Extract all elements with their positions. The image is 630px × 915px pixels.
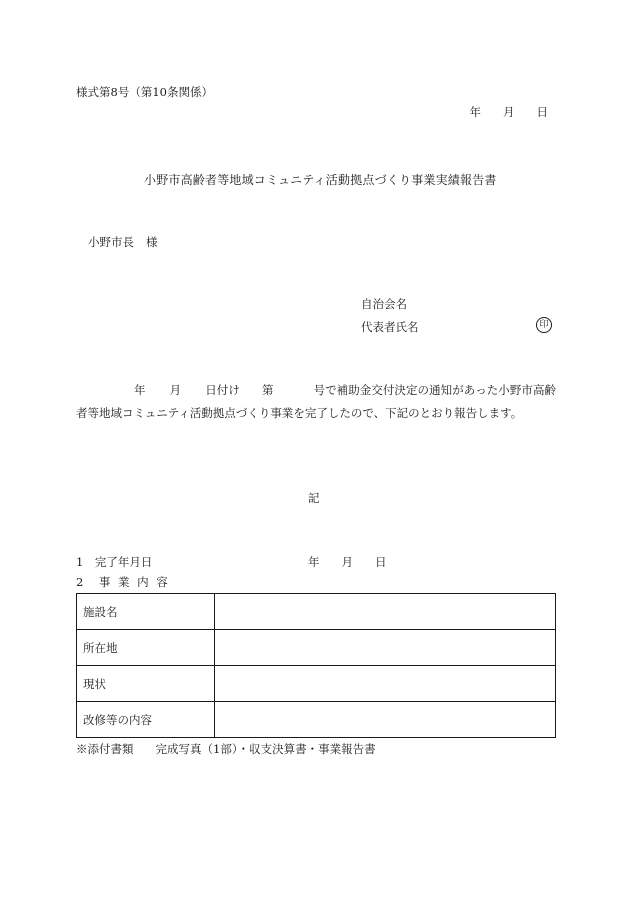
addressee-honorific: 様 [146,235,158,249]
facility-name-label: 施設名 [77,594,215,630]
body-year: 年 [134,383,146,397]
project-details-heading: 2 事 業 内 容 [76,575,170,589]
attachments-label: ※添付書類 [76,742,134,756]
form-number: 様式第8号（第10条関係） [76,85,213,99]
location-label: 所在地 [77,630,215,666]
addressee [88,234,158,250]
project-details-table [76,593,556,738]
table-row [77,702,556,738]
body-day-attached: 日付け [205,383,240,397]
table-row [77,630,556,666]
completion-year: 年 [308,555,320,569]
report-date [470,104,549,120]
body-text-line1: 号で補助金交付決定の通知があった小野市 [313,383,533,397]
body-text-rest: 高齢者等地域コミュニティ活動拠点づくり事業を完了したので、下記のとおり報告します。 [76,383,557,420]
date-month-label: 月 [503,105,515,119]
attachments-documents: 完成写真（1部）・収支決算書・事業報告書 [155,742,376,756]
association-name-label: 自治会名 [361,297,407,311]
body-month: 月 [169,383,182,397]
ki-heading: 記 [308,491,320,505]
location-field[interactable] [215,630,556,666]
completion-date-label: 1 完了年月日 [76,555,153,569]
addressee-name: 小野市長 [88,235,134,249]
current-status-field[interactable] [215,666,556,702]
renovation-content-label: 改修等の内容 [77,702,215,738]
completion-day: 日 [375,555,387,569]
body-dai: 第 [261,383,274,397]
table-row [77,666,556,702]
report-body-paragraph [76,379,556,424]
facility-name-field[interactable] [215,594,556,630]
representative-name-label: 代表者氏名 [361,320,419,334]
date-year-label: 年 [469,105,481,119]
completion-month: 月 [341,555,353,569]
current-status-label: 現状 [77,666,215,702]
seal-mark-icon: 印 [536,317,552,333]
attachments-note [76,741,376,757]
document-title: 小野市高齢者等地域コミュニティ活動拠点づくり事業実績報告書 [144,173,497,187]
renovation-content-field[interactable] [215,702,556,738]
completion-date-row [76,554,387,570]
table-row [77,594,556,630]
date-day-label: 日 [536,105,548,119]
